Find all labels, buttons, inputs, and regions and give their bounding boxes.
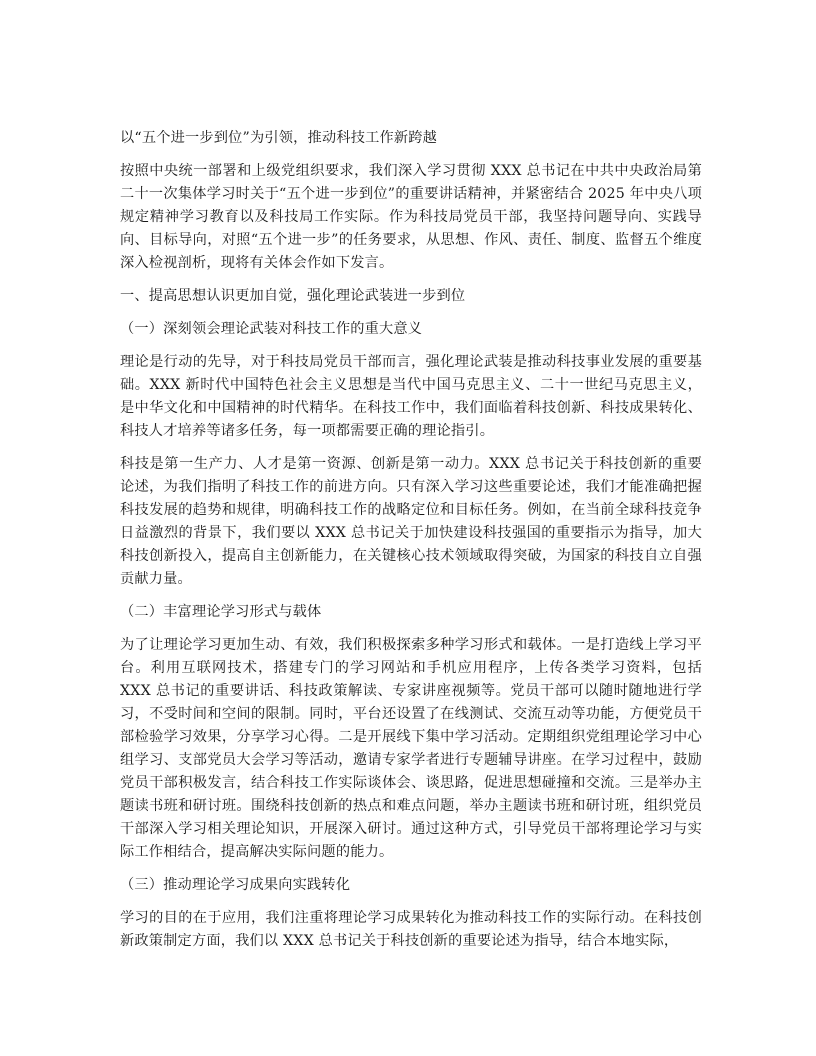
paragraph-innovation-direction: 科技是第一生产力、人才是第一资源、创新是第一动力。XXX 总书记关于科技创新的重要论述，为我们指明了科技工作的前进方向。只有深入学习这些重要论述，我们才能准确把握科技发展的趋势和规律，明确科技工作的战略定位和目标任务。例如，在当前全球科技竞争日益激烈的背景下，我们要以 XXX 总书记关于加快建设科技强国的重要指示为指导，加大科技创新投入，提高自主创新能力，在关键核心技术领域取得突破，为国家的科技自立自强贡献力量。 bbox=[120, 456, 702, 587]
intro-paragraph: 按照中央统一部署和上级党组织要求，我们深入学习贯彻 XXX 总书记在中共中央政治局第二十一次集体学习时关于“五个进一步到位”的重要讲话精神，并紧密结合 2025 年中央八项规定精神学习教育以及科技局工作实际。作为科技局党员干部，我坚持问题导向、实践导向、目标导向，对照“五个进一步”的任务要求，从思想、作风、责任、制度、监督五个维度深入检视剖析，现将有关体会作如下发言。 bbox=[120, 163, 702, 271]
subsection-heading-3: （三）推动理论学习成果向实践转化 bbox=[120, 877, 351, 893]
document-title: 以“五个进一步到位”为引领，推动科技工作新跨越 bbox=[120, 130, 438, 146]
subsection-heading-1: （一）深刻领会理论武装对科技工作的重大意义 bbox=[120, 321, 423, 337]
paragraph-theory-foundation: 理论是行动的先导，对于科技局党员干部而言，强化理论武装是推动科技事业发展的重要基础。XXX 新时代中国特色社会主义思想是当代中国马克思主义、二十一世纪马克思主义，是中华文化和中国精神的时代精华。在科技工作中，我们面临着科技创新、科技成果转化、科技人才培养等诸多任务，每一项都需要正确的理论指引。 bbox=[120, 354, 702, 439]
subsection-heading-2: （二）丰富理论学习形式与载体 bbox=[120, 604, 322, 620]
paragraph-practice-transfer: 学习的目的在于应用，我们注重将理论学习成果转化为推动科技工作的实际行动。在科技创新政策制定方面，我们以 XXX 总书记关于科技创新的重要论述为指导，结合本地实际， bbox=[120, 910, 702, 949]
section-heading-1: 一、提高思想认识更加自觉，强化理论武装进一步到位 bbox=[120, 288, 466, 304]
paragraph-learning-forms: 为了让理论学习更加生动、有效，我们积极探索多种学习形式和载体。一是打造线上学习平台。利用互联网技术，搭建专门的学习网站和手机应用程序，上传各类学习资料，包括 XXX 总书记的重要讲话、科技政策解读、专家讲座视频等。党员干部可以随时随地进行学习，不受时间和空间的限制。同时，平台还设置了在线测试、交流互动等功能，方便党员干部检验学习效果，分享学习心得。二是开展线下集中学习活动。定期组织党组理论学习中心组学习、支部党员大会学习等活动，邀请专家学者进行专题辅导讲座。在学习过程中，鼓励党员干部积极发言，结合科技工作实际谈体会、谈思路，促进思想碰撞和交流。三是举办主题读书班和研讨班。围绕科技创新的热点和难点问题，举办主题读书班和研讨班，组织党员干部深入学习相关理论知识，开展深入研讨。通过这种方式，引导党员干部将理论学习与实际工作相结合，提高解决实际问题的能力。 bbox=[120, 637, 702, 860]
document-page bbox=[120, 127, 702, 963]
